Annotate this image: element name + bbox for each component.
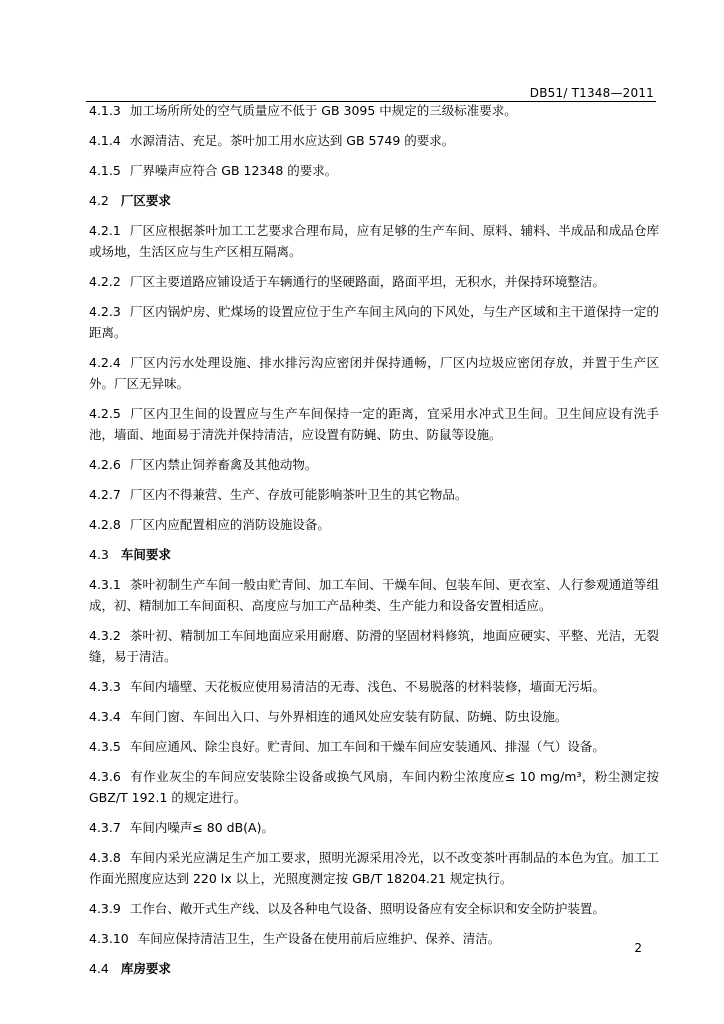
clause-number: 4.3.4 [89,709,121,724]
section-title: 厂区要求 [120,193,171,208]
clause-number: 4.2.3 [89,304,121,319]
clause-text: 有作业灰尘的车间应安装除尘设备或换气风扇，车间内粉尘浓度应≤ 10 mg/m³，粉尘测定按 GBZ/T 192.1 的规定进行。 [89,769,659,805]
section-number: 4.4 [89,961,109,976]
clause-text: 厂区应根据茶叶加工工艺要求合理布局，应有足够的生产车间、原料、辅料、半成品和成品仓库或场地，生活区应与生产区相互隔离。 [89,223,659,259]
clause-4-3-6 [89,766,659,808]
clause-number: 4.3.9 [89,901,121,916]
clause-4-3-3 [89,676,659,697]
clause-number: 4.3.3 [89,679,121,694]
clause-text: 茶叶初、精制加工车间地面应采用耐磨、防滑的坚固材料修筑，地面应硬实、平整、光洁，无裂缝，易于清洁。 [89,628,659,664]
clause-text: 加工场所所处的空气质量应不低于 GB 3095 中规定的三级标准要求。 [129,103,517,118]
clause-4-3-9 [89,898,659,919]
clause-text: 车间门窗、车间出入口、与外界相连的通风处应安装有防鼠、防蝇、防虫设施。 [129,709,568,724]
clause-4-2-1 [89,220,659,262]
clause-4-3-1 [89,574,659,616]
clause-4-1-3 [89,100,659,121]
clause-text: 厂区主要道路应铺设适于车辆通行的坚硬路面，路面平坦，无积水，并保持环境整洁。 [129,274,605,289]
clause-text: 水源清洁、充足。茶叶加工用水应达到 GB 5749 的要求。 [129,133,455,148]
clause-number: 4.2.7 [89,487,121,502]
clause-number: 4.2.1 [89,223,121,238]
clause-text: 工作台、敞开式生产线、以及各种电气设备、照明设备应有安全标识和安全防护装置。 [129,901,605,916]
clause-number: 4.2.5 [89,406,121,421]
clause-number: 4.3.1 [89,577,121,592]
document-body [89,100,659,988]
clause-4-1-4 [89,130,659,151]
clause-text: 车间应通风、除尘良好。贮青间、加工车间和干燥车间应安装通风、排湿（气）设备。 [129,739,605,754]
clause-text: 厂区内不得兼营、生产、存放可能影响茶叶卫生的其它物品。 [129,487,468,502]
clause-text: 厂界噪声应符合 GB 12348 的要求。 [129,163,338,178]
clause-text: 厂区内卫生间的设置应与生产车间保持一定的距离，宜采用水冲式卫生间。卫生间应设有洗手池，墙面、地面易于清洗并保持清洁，应设置有防蝇、防虫、防鼠等设施。 [89,406,659,442]
clause-text: 厂区内禁止饲养畜禽及其他动物。 [129,457,318,472]
clause-text: 厂区内锅炉房、贮煤场的设置应位于生产车间主风向的下风处，与生产区域和主干道保持一定的距离。 [89,304,659,340]
clause-4-3-7 [89,817,659,838]
clause-number: 4.3.5 [89,739,121,754]
section-heading-4-3 [89,544,659,565]
clause-number: 4.3.7 [89,820,121,835]
clause-4-3-4 [89,706,659,727]
section-number: 4.3 [89,547,109,562]
page-number: 2 [634,941,642,955]
clause-4-2-3 [89,301,659,343]
clause-number: 4.1.4 [89,133,121,148]
clause-4-2-4 [89,352,659,394]
section-title: 车间要求 [120,547,171,562]
clause-4-3-2 [89,625,659,667]
section-heading-4-4 [89,958,659,979]
clause-text: 厂区内应配置相应的消防设施设备。 [129,517,330,532]
clause-text: 厂区内污水处理设施、排水排污沟应密闭并保持通畅，厂区内垃圾应密闭存放，并置于生产区外。厂区无异味。 [89,355,659,391]
section-title: 库房要求 [120,961,171,976]
clause-4-2-7 [89,484,659,505]
clause-text: 车间内噪声≤ 80 dB(A)。 [129,820,274,835]
clause-4-3-10 [89,928,659,949]
clause-text: 茶叶初制生产车间一般由贮青间、加工车间、干燥车间、包装车间、更衣室、人行参观通道等组成，初、精制加工车间面积、高度应与加工产品种类、生产能力和设备安置相适应。 [89,577,659,613]
clause-number: 4.1.5 [89,163,121,178]
clause-4-2-8 [89,514,659,535]
clause-4-2-2 [89,271,659,292]
section-number: 4.2 [89,193,109,208]
clause-4-2-5 [89,403,659,445]
clause-number: 4.1.3 [89,103,121,118]
clause-4-3-5 [89,736,659,757]
document-code: DB51/ T1348—2011 [529,86,654,100]
clause-number: 4.3.6 [89,769,121,784]
clause-number: 4.3.2 [89,628,121,643]
clause-number: 4.3.8 [89,850,121,865]
clause-text: 车间应保持清洁卫生，生产设备在使用前后应维护、保养、清洁。 [137,931,501,946]
clause-number: 4.2.4 [89,355,121,370]
clause-4-1-5 [89,160,659,181]
clause-number: 4.2.2 [89,274,121,289]
clause-number: 4.2.8 [89,517,121,532]
clause-4-3-8 [89,847,659,889]
section-heading-4-2 [89,190,659,211]
clause-4-2-6 [89,454,659,475]
clause-number: 4.2.6 [89,457,121,472]
clause-text: 车间内墙壁、天花板应使用易清洁的无毒、浅色、不易脱落的材料装修，墙面无污垢。 [129,679,605,694]
clause-number: 4.3.10 [89,931,129,946]
clause-text: 车间内采光应满足生产加工要求，照明光源采用冷光，以不改变茶叶再制品的本色为宜。加工工作面光照度应达到 220 lx 以上，光照度测定按 GB/T 18204.21 规定执行。 [89,850,659,886]
